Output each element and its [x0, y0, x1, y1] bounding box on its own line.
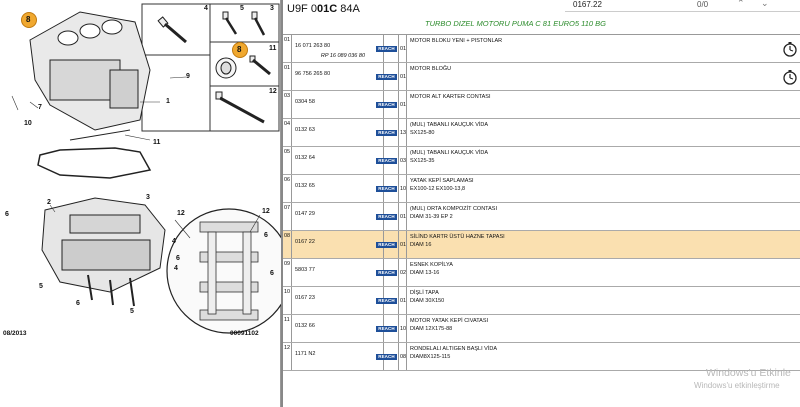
table-row[interactable] — [283, 91, 800, 119]
quantity: 01 — [398, 287, 407, 314]
callout[interactable]: 9 — [186, 73, 190, 80]
diagram-ref: 00091102 — [230, 330, 259, 337]
callout[interactable]: 5 — [240, 5, 244, 12]
callout[interactable]: 12 — [262, 208, 270, 215]
part-reference-cell — [292, 63, 384, 90]
row-index: 08 — [283, 231, 292, 258]
find-input[interactable]: 0167.22 — [573, 0, 602, 9]
part-spec: DIAM 31-39 EP 2 — [410, 214, 453, 220]
part-reference-cell — [292, 119, 384, 146]
part-reference[interactable]: 0304 58 — [295, 99, 315, 105]
part-spec: SX125-80 — [410, 130, 435, 136]
reach-badge[interactable]: REACH — [376, 214, 397, 220]
part-reference[interactable]: 0132 64 — [295, 155, 315, 161]
part-name: MOTOR BLOĞU — [410, 66, 452, 72]
reach-badge[interactable]: REACH — [376, 242, 397, 248]
row-index: 01 — [283, 63, 292, 90]
diagram-date: 08/2013 — [3, 330, 27, 337]
reach-badge[interactable]: REACH — [376, 298, 397, 304]
engine-code: U9F 001C 84A — [287, 3, 360, 15]
row-index: 09 — [283, 259, 292, 286]
part-reference[interactable]: 0132 63 — [295, 127, 315, 133]
callout[interactable]: 7 — [38, 104, 42, 111]
engine-block-drawing — [0, 0, 281, 407]
part-name: ESNEK KOPİLYA — [410, 262, 453, 268]
table-row[interactable] — [283, 119, 800, 147]
part-reference-cell — [292, 175, 384, 202]
table-row[interactable] — [283, 287, 800, 315]
table-row[interactable] — [283, 315, 800, 343]
callout[interactable]: 1 — [166, 98, 170, 105]
parts-diagram[interactable] — [0, 0, 281, 407]
part-spec: DIAM8X125-115 — [410, 354, 451, 360]
quantity: 01 — [398, 63, 407, 90]
row-index: 10 — [283, 287, 292, 314]
part-description — [410, 205, 497, 221]
reach-badge[interactable]: REACH — [376, 354, 397, 360]
motor-title: TURBO DIZEL MOTORU PUMA C 81 EURO5 110 BG — [425, 19, 607, 28]
row-index: 11 — [283, 315, 292, 342]
quantity: 08 — [398, 343, 407, 370]
part-spec: EX100-12 EX100-13,8 — [410, 186, 466, 192]
part-spec: DIAM 13-16 — [410, 270, 440, 276]
callout[interactable]: 11 — [153, 139, 161, 146]
table-row[interactable] — [283, 203, 800, 231]
stopwatch-icon[interactable] — [782, 41, 798, 57]
row-index: 07 — [283, 203, 292, 230]
row-index: 05 — [283, 147, 292, 174]
row-index: 12 — [283, 343, 292, 370]
callout[interactable]: 6 — [176, 255, 180, 262]
part-spec: DIAM 30X150 — [410, 298, 445, 304]
part-name: DİŞLİ TAPA — [410, 290, 439, 296]
part-name: RONDELALI ALTIGEN BAŞLI VİDA — [410, 346, 498, 352]
row-index: 01 — [283, 35, 292, 62]
reach-badge[interactable]: REACH — [376, 158, 397, 164]
part-reference[interactable]: 0132 65 — [295, 183, 315, 189]
callout[interactable]: 5 — [130, 308, 134, 315]
table-row[interactable] — [283, 63, 800, 91]
part-name: (MUL) TABANLI KAUÇUK VİDA — [410, 122, 489, 128]
part-description — [410, 345, 497, 361]
quantity: 01 — [398, 91, 407, 118]
part-spec: DIAM 16 — [410, 242, 432, 248]
callout[interactable]: 12 — [269, 88, 277, 95]
part-reference[interactable]: 96 756 265 80 — [295, 71, 331, 77]
part-reference[interactable]: 1171 N2 — [295, 351, 316, 357]
callout[interactable]: 5 — [39, 283, 43, 290]
part-spec: SX125-35 — [410, 158, 435, 164]
callout[interactable]: 12 — [177, 210, 185, 217]
part-reference[interactable]: 0147 29 — [295, 211, 315, 217]
part-name: MOTOR ALT KARTER CONTASI — [410, 94, 491, 100]
callout[interactable]: 4 — [172, 238, 176, 245]
part-description — [410, 93, 490, 101]
quantity: 02 — [398, 259, 407, 286]
part-reference[interactable]: 0167 23 — [295, 295, 315, 301]
part-reference-cell — [292, 91, 384, 118]
reach-badge[interactable]: REACH — [376, 46, 397, 52]
callout-highlight-label: 8 — [26, 15, 31, 24]
part-reference-cell — [292, 259, 384, 286]
reach-badge[interactable]: REACH — [376, 186, 397, 192]
callout[interactable]: 6 — [5, 211, 9, 218]
part-name: MOTOR BLOKU YENI + PISTONLAR — [410, 38, 503, 44]
part-reference-cell — [292, 343, 384, 370]
activation-watermark-sub: Windows'u etkinleştirme — [694, 381, 780, 390]
table-row[interactable] — [283, 35, 800, 63]
callout[interactable]: 11 — [269, 45, 277, 52]
row-index: 04 — [283, 119, 292, 146]
part-reference[interactable]: 5803 77 — [295, 267, 315, 273]
parts-table — [283, 34, 800, 371]
part-description — [410, 121, 488, 137]
part-reference[interactable]: 0167 22 — [295, 239, 315, 245]
part-description — [410, 233, 505, 249]
part-name: SİLİND KARTR ÜSTÜ HAZNE TAPASI — [410, 234, 505, 240]
callout[interactable]: 3 — [270, 5, 274, 12]
reach-badge[interactable]: REACH — [376, 130, 397, 136]
find-bar — [565, 0, 800, 12]
reach-badge[interactable]: REACH — [376, 102, 397, 108]
part-reference-cell — [292, 315, 384, 342]
part-description — [410, 261, 453, 277]
part-description — [410, 317, 488, 333]
part-reference-cell — [292, 287, 384, 314]
part-name: (MUL) TABANLI KAUÇUK VİDA — [410, 150, 489, 156]
part-description — [410, 289, 444, 305]
callout-highlight-inset-label: 8 — [237, 45, 242, 54]
part-name: (MUL) ORTA KOMPOZİT CONTASI — [410, 206, 497, 212]
callout[interactable]: 10 — [24, 120, 32, 127]
callout[interactable]: 2 — [47, 199, 51, 206]
quantity: 03 — [398, 147, 407, 174]
part-description — [410, 65, 451, 73]
row-index: 06 — [283, 175, 292, 202]
reach-badge[interactable]: REACH — [376, 270, 397, 276]
reach-badge[interactable]: REACH — [376, 326, 397, 332]
chevron-up-icon[interactable]: ⌃ — [737, 0, 745, 8]
part-reference-cell — [292, 231, 384, 258]
table-row[interactable] — [283, 175, 800, 203]
table-row[interactable] — [283, 259, 800, 287]
quantity: 01 — [398, 203, 407, 230]
activation-watermark: Windows'u Etkinle — [706, 367, 791, 379]
table-row[interactable] — [283, 147, 800, 175]
part-reference-cell — [292, 35, 384, 62]
chevron-down-icon[interactable]: ⌄ — [761, 0, 769, 8]
quantity: 01 — [398, 35, 407, 62]
part-reference-cell — [292, 203, 384, 230]
callout[interactable]: 4 — [174, 265, 178, 272]
callout[interactable]: 3 — [146, 194, 150, 201]
row-index: 03 — [283, 91, 292, 118]
part-description — [410, 37, 502, 45]
replacement-reference[interactable]: RP 16 089 036 80 — [320, 53, 365, 59]
part-reference[interactable]: 0132 66 — [295, 323, 315, 329]
table-row[interactable] — [283, 231, 800, 259]
callout[interactable]: 6 — [264, 232, 268, 239]
part-name: YATAK KEPİ SAPLAMASI — [410, 178, 474, 184]
find-count: 0/0 — [697, 0, 709, 9]
stopwatch-icon[interactable] — [782, 69, 798, 85]
part-spec: DIAM 12X175-88 — [410, 326, 453, 332]
callout[interactable]: 4 — [204, 5, 208, 12]
part-description — [410, 177, 474, 193]
reach-badge[interactable]: REACH — [376, 74, 397, 80]
quantity: 10 — [398, 315, 407, 342]
quantity: 10 — [398, 175, 407, 202]
part-description — [410, 149, 488, 165]
part-reference-cell — [292, 147, 384, 174]
quantity: 01 — [398, 231, 407, 258]
callout[interactable]: 6 — [76, 300, 80, 307]
callout[interactable]: 6 — [270, 270, 274, 277]
quantity: 13 — [398, 119, 407, 146]
part-reference[interactable]: 16 071 263 80 — [295, 43, 331, 49]
part-name: MOTOR YATAK KEPİ CIVATASI — [410, 318, 489, 324]
